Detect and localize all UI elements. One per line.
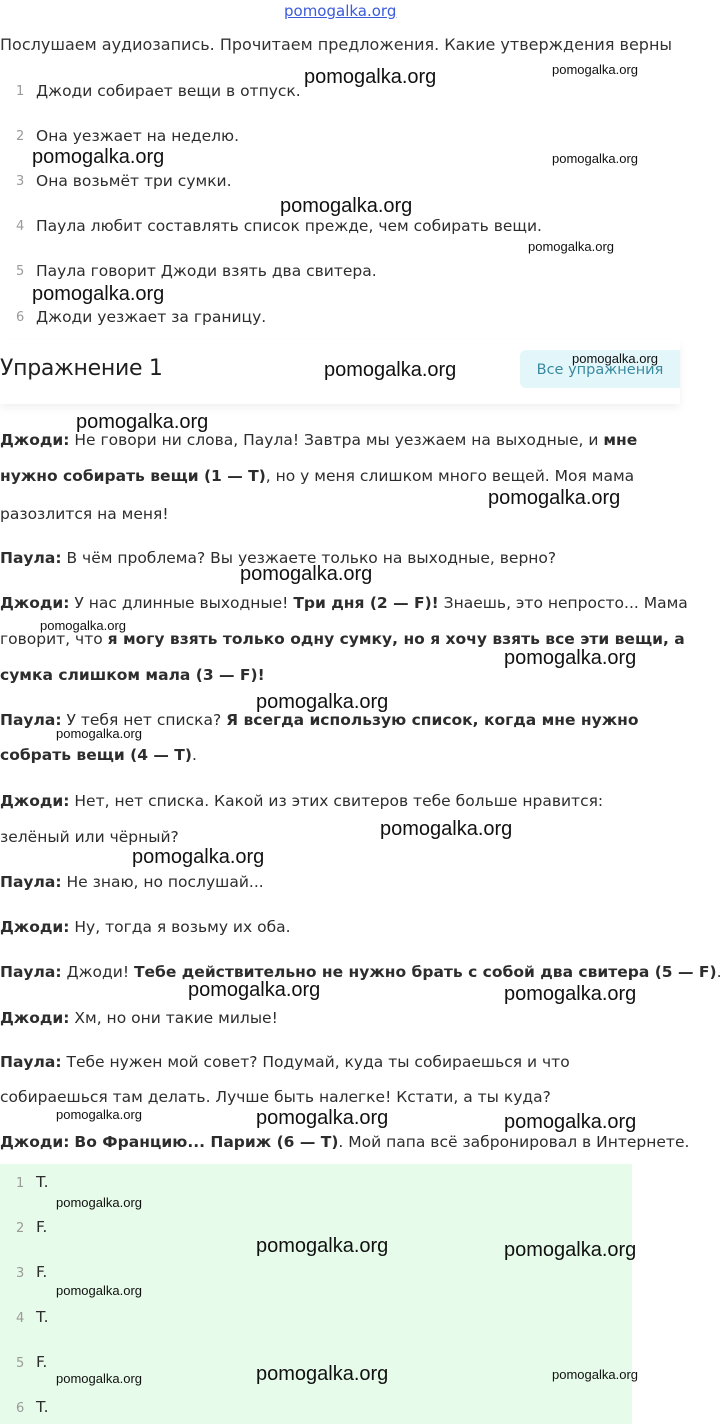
dialogue-text: У тебя нет списка? xyxy=(61,711,227,729)
dialogue-line xyxy=(0,1133,689,1151)
exercise-title: Упражнение 1 xyxy=(0,356,163,381)
statement-text: Паула говорит Джоди взять два свитера. xyxy=(36,262,377,280)
answer-value: F. xyxy=(36,1353,48,1371)
answer-number: 3 xyxy=(16,1266,25,1281)
dialogue-line xyxy=(0,918,291,936)
dialogue-line xyxy=(0,594,688,612)
all-exercises-button[interactable]: Все упражнения xyxy=(520,350,680,388)
watermark: pomogalka.org xyxy=(504,983,637,1005)
dialogue-bold-text: Джоди: xyxy=(0,1009,70,1027)
answer-number: 2 xyxy=(16,1221,25,1236)
watermark: pomogalka.org xyxy=(552,1367,638,1382)
watermark: pomogalka.org xyxy=(280,195,413,217)
watermark: pomogalka.org xyxy=(256,1107,389,1129)
dialogue-line xyxy=(0,1053,570,1071)
dialogue-bold-text: Джоди: xyxy=(0,431,70,449)
dialogue-bold-text: Паула: xyxy=(0,549,62,567)
watermark: pomogalka.org xyxy=(132,846,265,868)
dialogue-bold-text: Джоди: xyxy=(0,1133,70,1151)
dialogue-text: . Мой папа всё забронировал в Интернете. xyxy=(338,1133,690,1151)
dialogue-line xyxy=(0,963,722,981)
statement-text: Она уезжает на неделю. xyxy=(36,127,240,145)
dialogue-text: В чём проблема? Вы уезжаете только на выходные, верно? xyxy=(61,549,557,567)
watermark: pomogalka.org xyxy=(380,818,513,840)
watermark: pomogalka.org xyxy=(552,151,638,166)
dialogue-bold-text: Паула: xyxy=(0,1053,62,1071)
watermark: pomogalka.org xyxy=(324,359,457,381)
dialogue-line xyxy=(0,467,634,485)
watermark: pomogalka.org xyxy=(256,691,389,713)
statement-text: Она возьмёт три сумки. xyxy=(36,172,232,190)
answer-value: F. xyxy=(36,1263,48,1281)
answer-value: T. xyxy=(36,1173,49,1191)
watermark: pomogalka.org xyxy=(304,66,437,88)
watermark: pomogalka.org xyxy=(56,1283,142,1298)
watermark: pomogalka.org xyxy=(56,1371,142,1386)
watermark: pomogalka.org xyxy=(256,1235,389,1257)
dialogue-text: , но у меня слишком много вещей. Моя мама xyxy=(265,467,635,485)
statement-number: 6 xyxy=(16,310,25,325)
dialogue-text: Тебе нужен мой совет? Подумай, куда ты собираешься и что xyxy=(61,1053,570,1071)
dialogue-text: собираешься там делать. Лучше быть налегке! Кстати, а ты куда? xyxy=(0,1088,551,1106)
watermark: pomogalka.org xyxy=(504,1111,637,1133)
answer-value: T. xyxy=(36,1398,49,1416)
dialogue-bold-text: Паула: xyxy=(0,711,62,729)
statement-text: Джоди собирает вещи в отпуск. xyxy=(36,82,301,100)
dialogue-bold-text: Паула: xyxy=(0,873,62,891)
watermark: pomogalka.org xyxy=(504,1239,637,1261)
statement-number: 3 xyxy=(16,174,25,189)
watermark: pomogalka.org xyxy=(188,979,321,1001)
dialogue-bold-text: Тебе действительно не нужно брать с собой два свитера (5 — F) xyxy=(133,963,717,981)
watermark: pomogalka.org xyxy=(240,563,373,585)
dialogue-line xyxy=(0,792,603,810)
dialogue-line xyxy=(0,505,169,523)
dialogue-text: . xyxy=(191,746,197,764)
dialogue-text: Не говори ни слова, Паула! Завтра мы уезжаем на выходные, и xyxy=(69,431,604,449)
watermark: pomogalka.org xyxy=(528,239,614,254)
site-link[interactable]: pomogalka.org xyxy=(284,2,397,20)
watermark: pomogalka.org xyxy=(488,487,621,509)
answer-number: 6 xyxy=(16,1401,25,1416)
watermark: pomogalka.org xyxy=(40,618,126,633)
dialogue-text: Нет, нет списка. Какой из этих свитеров тебе больше нравится: xyxy=(69,792,604,810)
statement-number: 2 xyxy=(16,129,25,144)
dialogue-bold-text: Паула: xyxy=(0,963,62,981)
statement-number: 4 xyxy=(16,219,25,234)
dialogue-text: Не знаю, но послушай... xyxy=(61,873,264,891)
dialogue-text: говорит, что xyxy=(0,630,108,648)
statement-number: 1 xyxy=(16,84,25,99)
dialogue-text: разозлится на меня! xyxy=(0,505,169,523)
dialogue-bold-text: Джоди: xyxy=(0,918,70,936)
dialogue-text: Ну, тогда я возьму их оба. xyxy=(69,918,291,936)
dialogue-bold-text: собрать вещи (4 — T) xyxy=(0,746,192,764)
dialogue-text: . xyxy=(716,963,722,981)
answer-number: 5 xyxy=(16,1356,25,1371)
watermark: pomogalka.org xyxy=(76,411,209,433)
watermark: pomogalka.org xyxy=(56,1107,142,1122)
answer-number: 1 xyxy=(16,1176,25,1191)
dialogue-line xyxy=(0,828,179,846)
answer-number: 4 xyxy=(16,1311,25,1326)
statement-text: Джоди уезжает за границу. xyxy=(36,308,267,326)
watermark: pomogalka.org xyxy=(32,146,165,168)
watermark: pomogalka.org xyxy=(256,1363,389,1385)
dialogue-line xyxy=(0,1088,551,1106)
dialogue-bold-text: Я всегда использую список, когда мне нужно xyxy=(226,711,639,729)
dialogue-bold-text: я могу взять только одну сумку, но я хочу взять все эти вещи, а xyxy=(107,630,685,648)
dialogue-text: зелёный или чёрный? xyxy=(0,828,179,846)
dialogue-line xyxy=(0,746,197,764)
watermark: pomogalka.org xyxy=(504,647,637,669)
dialogue-bold-text: Джоди: xyxy=(0,792,70,810)
dialogue-bold-text: Во Францию... Париж (6 — T) xyxy=(74,1133,339,1151)
statement-text: Паула любит составлять список прежде, чем собирать вещи. xyxy=(36,217,542,235)
watermark: pomogalka.org xyxy=(552,62,638,77)
watermark: pomogalka.org xyxy=(56,726,142,741)
watermark: pomogalka.org xyxy=(32,283,165,305)
dialogue-bold-text: сумка слишком мала (3 — F)! xyxy=(0,666,265,684)
watermark: pomogalka.org xyxy=(56,1195,142,1210)
statement-number: 5 xyxy=(16,264,25,279)
dialogue-text: У нас длинные выходные! xyxy=(69,594,294,612)
dialogue-bold-text: Три дня (2 — F)! xyxy=(293,594,439,612)
watermark: pomogalka.org xyxy=(572,351,658,366)
dialogue-bold-text: нужно собирать вещи (1 — T) xyxy=(0,467,266,485)
dialogue-text: Джоди! xyxy=(61,963,134,981)
dialogue-line xyxy=(0,1009,278,1027)
answer-value: T. xyxy=(36,1308,49,1326)
dialogue-line xyxy=(0,666,265,684)
dialogue-text: Хм, но они такие милые! xyxy=(69,1009,278,1027)
answer-value: F. xyxy=(36,1218,48,1236)
dialogue-bold-text: мне xyxy=(603,431,638,449)
dialogue-bold-text: Джоди: xyxy=(0,594,70,612)
dialogue-text: Знаешь, это непросто... Мама xyxy=(438,594,688,612)
instruction-text: Послушаем аудиозапись. Прочитаем предложения. Какие утверждения верны xyxy=(0,35,673,54)
dialogue-line xyxy=(0,873,264,891)
